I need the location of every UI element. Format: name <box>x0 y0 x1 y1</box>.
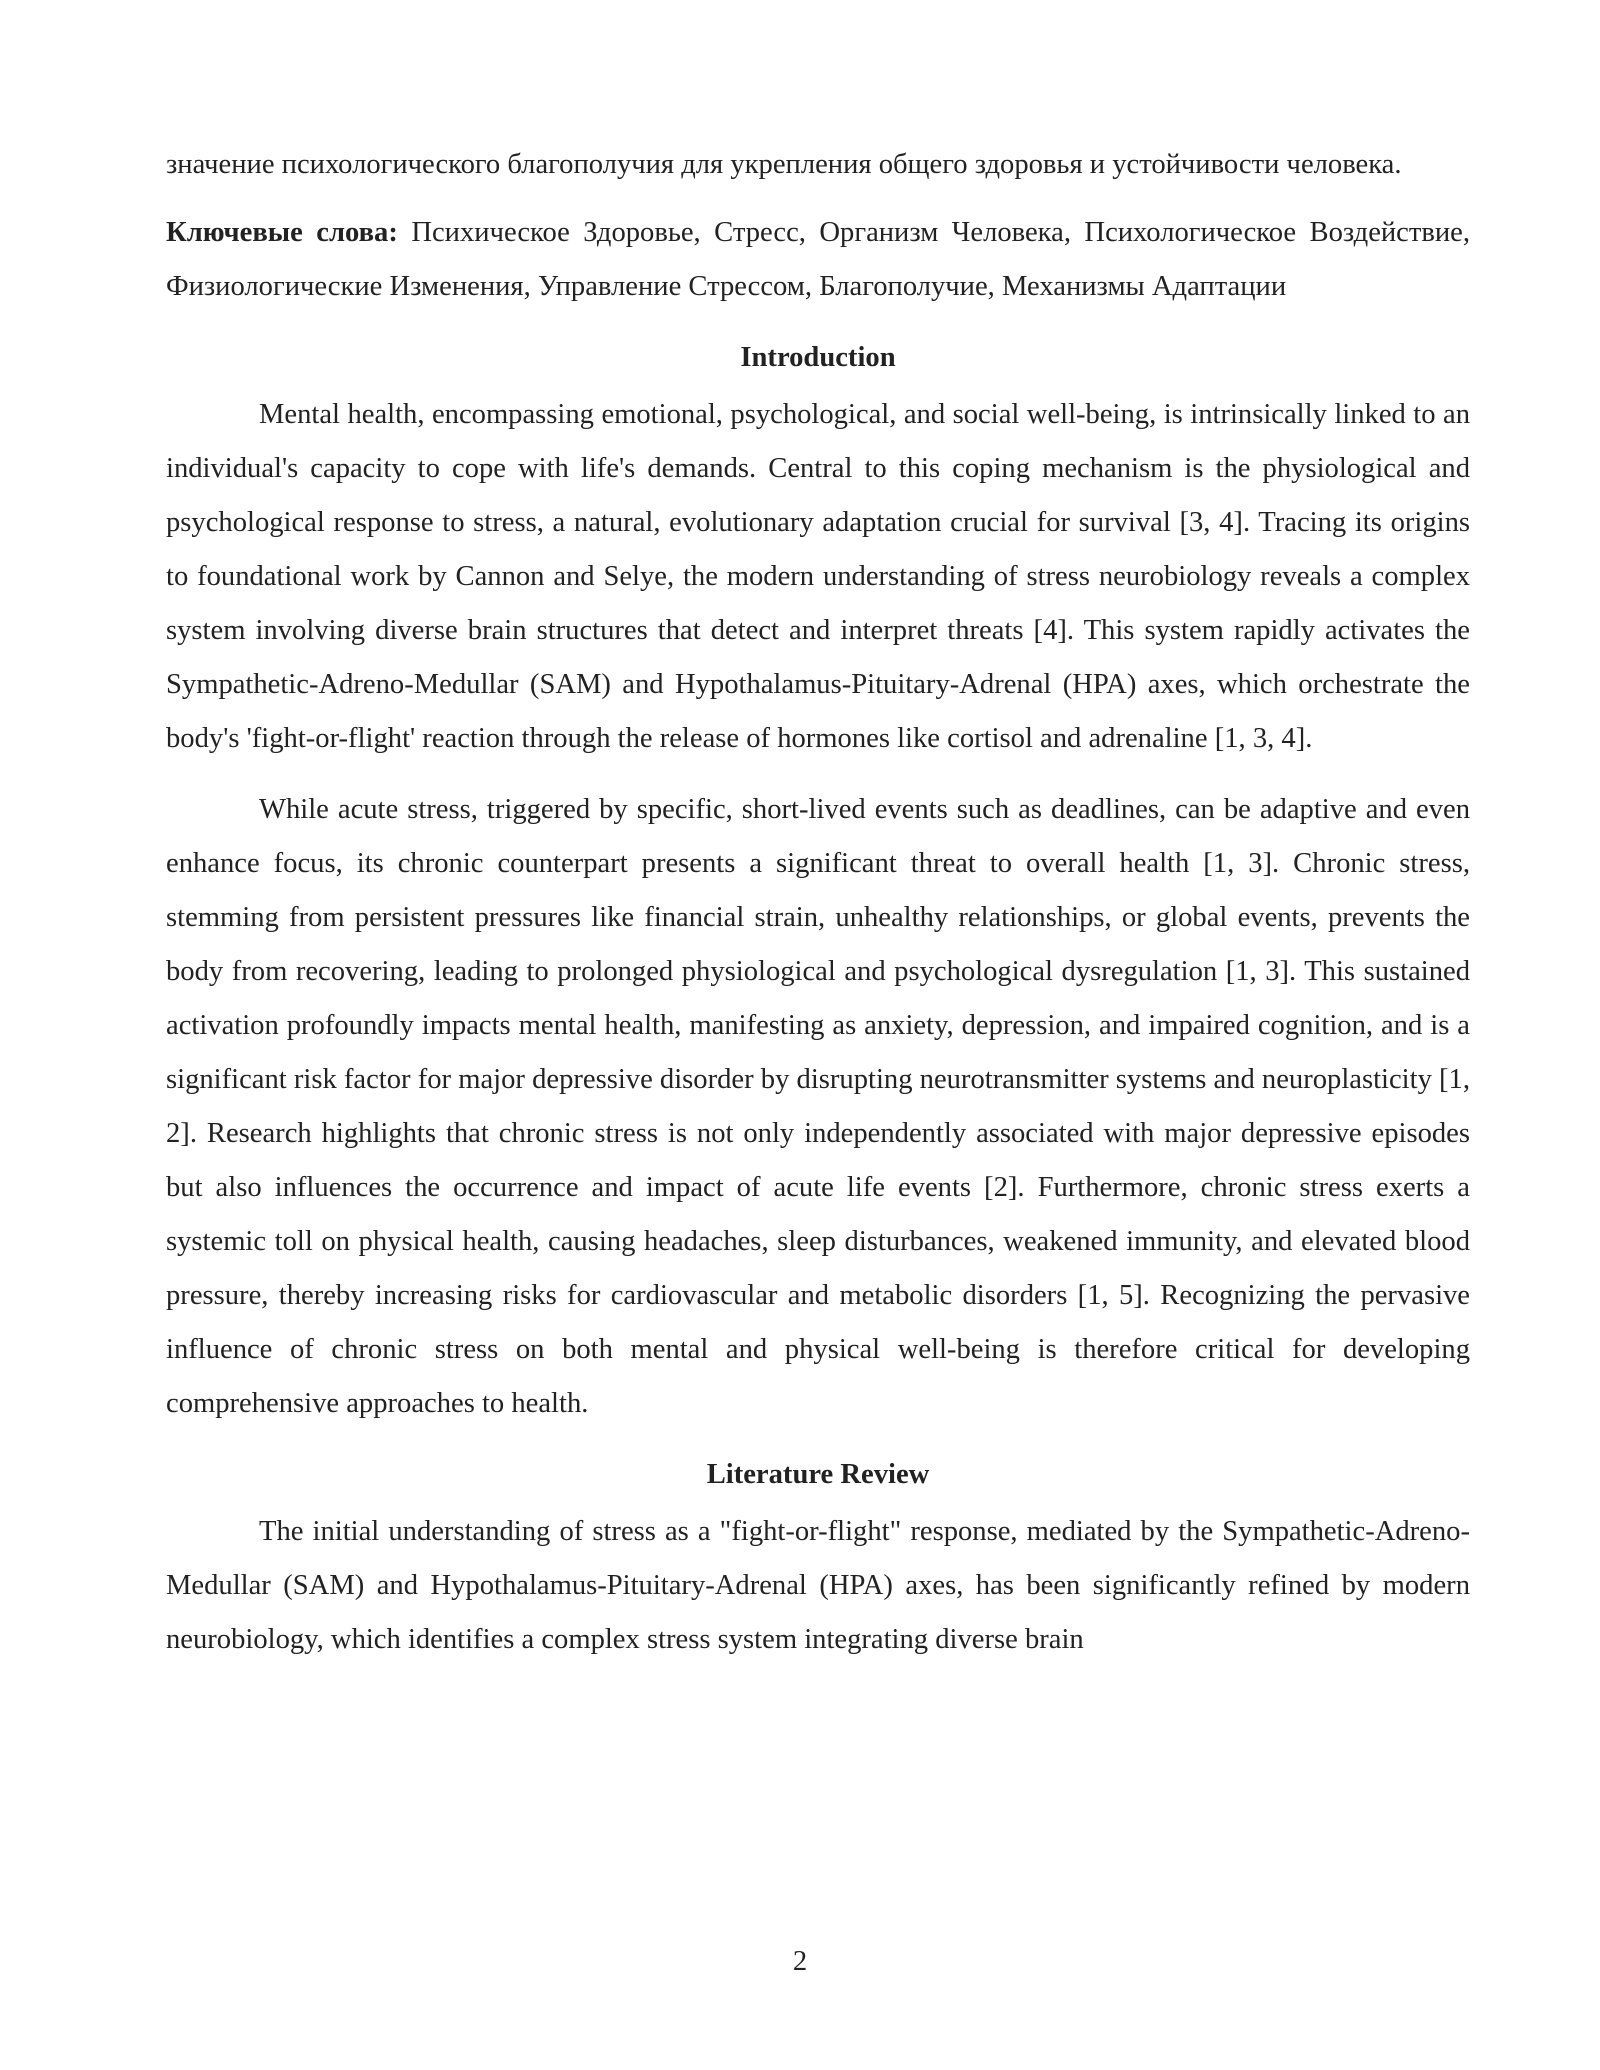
keywords-text: Психическое Здоровье, Стресс, Организм Человека, Психологическое Воздействие, Физиологические Изменения, Управление Стрессом, Благополучие, Механизмы Адаптации <box>166 217 1471 302</box>
document-page <box>166 138 1470 1667</box>
introduction-paragraph-1: Mental health, encompassing emotional, psychological, and social well-being, is intrinsically linked to an individual's capacity to cope with life's demands. Central to this coping mechanism is the physiological and psychological response to stress, a natural, evolutionary adaptation crucial for survival [3, 4]. Tracing its origins to foundational work by Cannon and Selye, the modern understanding of stress neurobiology reveals a complex system involving diverse brain structures that detect and interpret threats [4]. This system rapidly activates the Sympathetic-Adreno-Medullar (SAM) and Hypothalamus-Pituitary-Adrenal (HPA) axes, which orchestrate the body's 'fight-or-flight' reaction through the release of hormones like cortisol and adrenaline [1, 3, 4]. <box>166 399 1470 754</box>
abstract-ending: значение психологического благополучия для укрепления общего здоровья и устойчивости человека. <box>166 149 1402 180</box>
literature-review-paragraph: The initial understanding of stress as a "fight-or-flight" response, mediated by the Sympathetic-Adreno-Medullar (SAM) and Hypothalamus-Pituitary-Adrenal (HPA) axes, has been significantly refined by modern neurobiology, which identifies a complex stress system integrating diverse brain <box>166 1516 1470 1655</box>
keywords-label: Ключевые слова: <box>166 217 398 248</box>
literature-review-heading: Literature Review <box>706 1459 930 1490</box>
introduction-paragraph-2: While acute stress, triggered by specific, short-lived events such as deadlines, can be adaptive and even enhance focus, its chronic counterpart presents a significant threat to overall health [1, 3]. Chronic stress, stemming from persistent pressures like financial strain, unhealthy relationships, or global events, prevents the body from recovering, leading to prolonged physiological and psychological dysregulation [1, 3]. This sustained activation profoundly impacts mental health, manifesting as anxiety, depression, and impaired cognition, and is a significant risk factor for major depressive disorder by disrupting neurotransmitter systems and neuroplasticity [1, 2]. Research highlights that chronic stress is not only independently associated with major depressive episodes but also influences the occurrence and impact of acute life events [2]. Furthermore, chronic stress exerts a systemic toll on physical health, causing headaches, sleep disturbances, weakened immunity, and elevated blood pressure, thereby increasing risks for cardiovascular and metabolic disorders [1, 5]. Recognizing the pervasive influence of chronic stress on both mental and physical well-being is therefore critical for developing comprehensive approaches to health. <box>166 794 1470 1419</box>
page-number: 2 <box>792 1946 808 1977</box>
introduction-heading: Introduction <box>740 342 896 373</box>
keywords-paragraph <box>166 206 1470 314</box>
